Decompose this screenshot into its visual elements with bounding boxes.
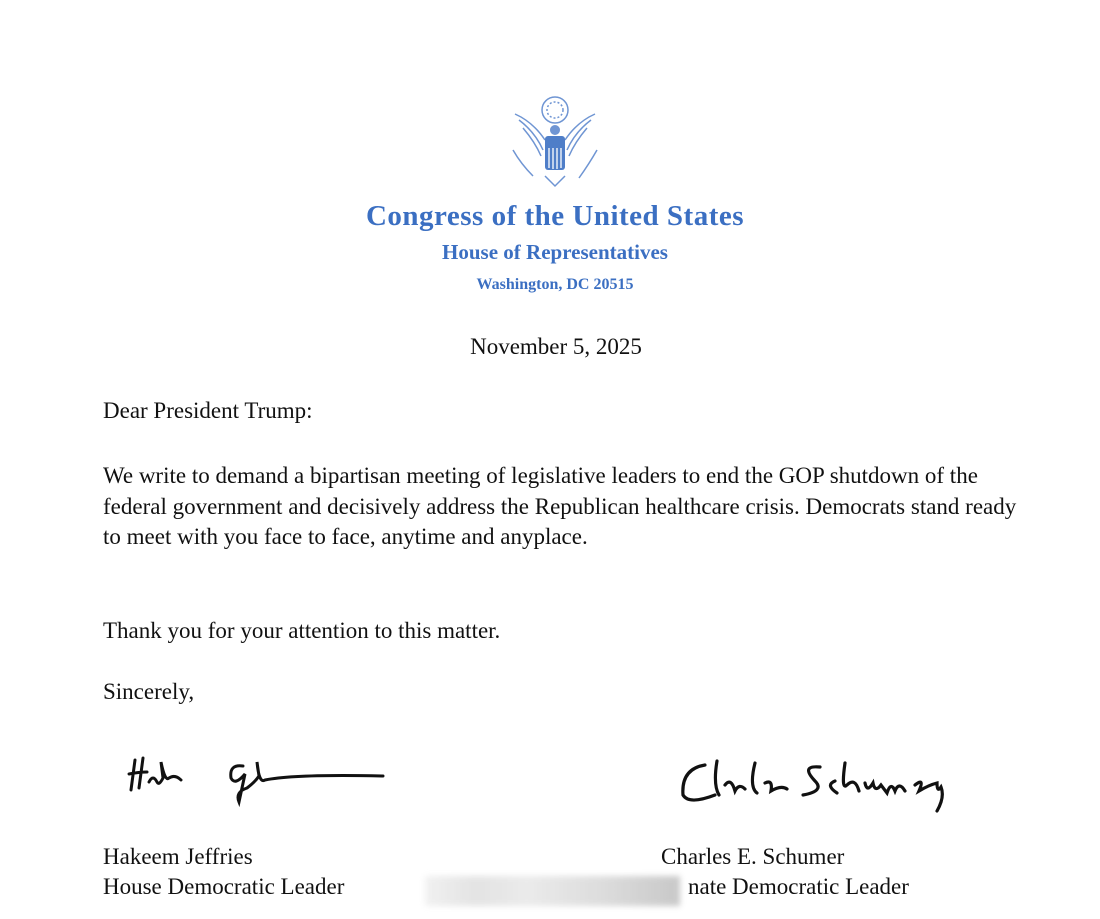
body-paragraph: We write to demand a bipartisan meeting of legislative leaders to end the GOP shutdown of the federal government and decisively address the Republican healthcare crisis. Democrats stand ready to meet with you face to face, anytime and anyplace. [103,463,1017,549]
letterhead-title: Congress of the United States [365,200,745,232]
letterhead-subtitle: House of Representatives [442,240,668,264]
schumer-signature [675,755,985,815]
salutation: Dear President Trump: [103,398,313,423]
signer-name: Charles E. Schumer [661,844,845,869]
signer-title: nate Democratic Leader [688,874,909,899]
body-paragraph: Thank you for your attention to this matter. [103,618,501,643]
letter-date: November 5, 2025 [470,334,642,359]
jeffries-signature [125,752,390,807]
signer-name: Hakeem Jeffries [103,844,253,869]
signer-title: House Democratic Leader [103,874,345,899]
great-seal-icon [505,92,605,188]
blurred-watermark [425,876,680,906]
letterhead-address: Washington, DC 20515 [476,276,634,293]
closing: Sincerely, [103,679,195,704]
